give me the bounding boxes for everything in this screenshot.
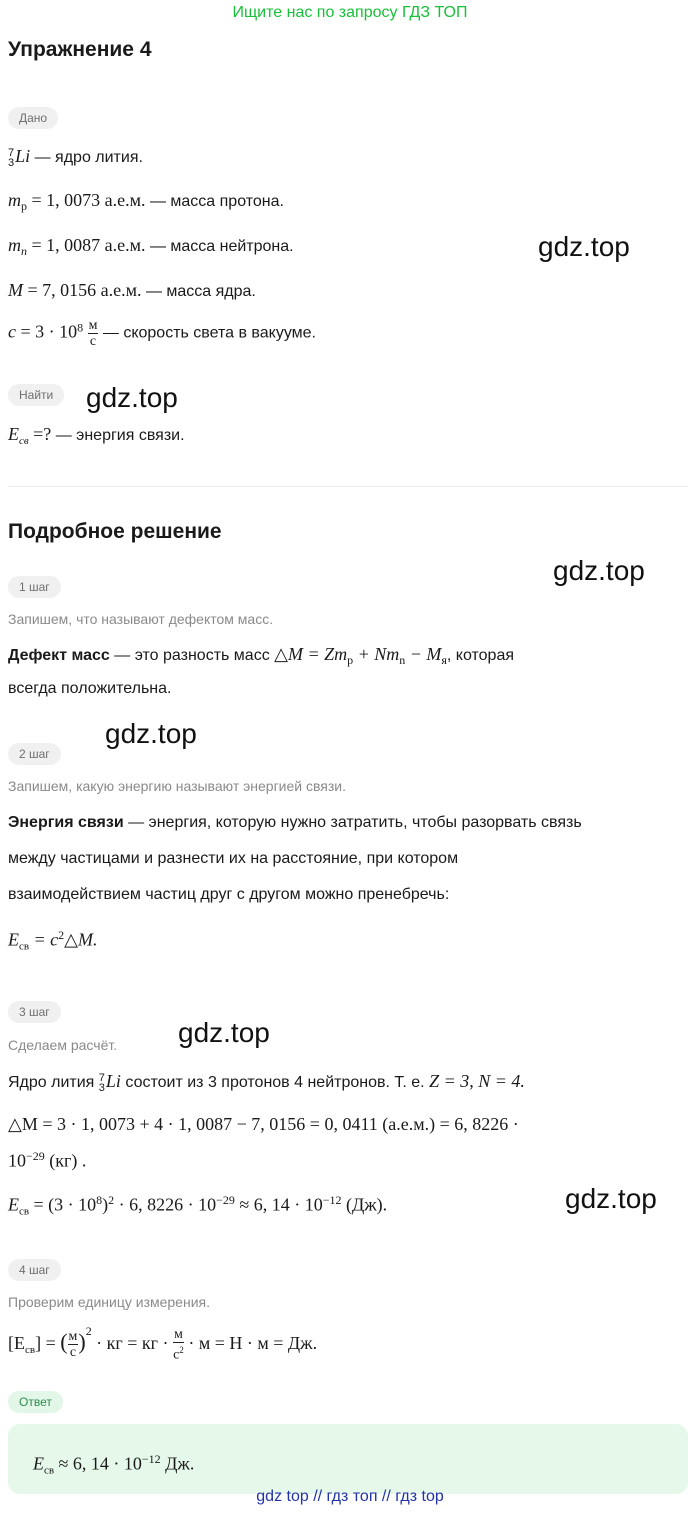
top-banner[interactable]: Ищите нас по запросу ГДЗ ТОП (232, 4, 468, 21)
step3-calc-line3: $E_{св} = (3 \cdot 10^8)^2 \cdot 6$, $8226 \cdot 10^{-29} \approx 6$, $14 \cdot 10^{-12}$ (Дж). (8, 1193, 388, 1218)
watermark: gdz.top (565, 1183, 657, 1214)
given-line-light-speed: $c = 3 \cdot 10^8$ $\frac{м}{с}$ — скорость света в вакууме. (8, 318, 316, 349)
given-line-neutron: $m_n = 1$, 0087 а.е.м. — масса нейтрона. (8, 235, 294, 259)
nuclide-indices: 7 3 (8, 146, 15, 169)
bottom-banner[interactable]: gdz top // гдз топ // гдз top (256, 1488, 444, 1505)
step2-label: 2 шаг (8, 743, 61, 765)
watermark: gdz.top (553, 555, 645, 586)
watermark: gdz.top (178, 1017, 270, 1048)
step1-label: 1 шаг (8, 576, 61, 598)
watermark: gdz.top (105, 718, 197, 749)
exercise-title: Упражнение 4 (8, 38, 152, 61)
nuclide-indices-2: 7 3 (98, 1071, 105, 1094)
watermark: gdz.top (538, 231, 630, 262)
given-badge (8, 107, 58, 129)
step2-badge (8, 743, 61, 765)
step3-badge (8, 1001, 61, 1023)
step4-hint: Проверим единицу измерения. (8, 1294, 210, 1310)
step2-definition-2: между частицами и разнести их на расстояние, при котором (8, 850, 459, 867)
step3-calc-line1: △M = 3 · 1, 0073 + 4 · 1, 0087 − 7, 0156 = 0, 0411 (а.е.м.) = 6, 8226 · (8, 1114, 519, 1134)
unit-fraction-ms: $\frac{м}{с}$ (68, 1329, 78, 1361)
step1-hint: Запишем, что называют дефектом масс. (8, 611, 274, 627)
given-line-lithium: 7 3 Li — ядро лития. (8, 146, 143, 169)
step2-hint: Запишем, какую энергию называют энергией связи. (8, 778, 346, 794)
step3-intro: Ядро лития 7 3 Li состоит из 3 протонов 4 нейтронов. Т. е. Z = 3, N = 4. (8, 1071, 525, 1094)
answer-label: Ответ (8, 1391, 63, 1413)
watermark: gdz.top (86, 382, 178, 413)
step4-label: 4 шаг (8, 1259, 61, 1281)
given-line-proton: $m_p = 1$, 0073 а.е.м. — масса протона. (8, 190, 284, 214)
step2-formula: $E_{св}$ = $c^2\triangle M$. (8, 928, 98, 953)
step1-definition: Дефект масс — это разность масс △M = $Zm_p + Nm_n - M_я$, которая (8, 644, 515, 668)
step3-label: 3 шаг (8, 1001, 61, 1023)
step2-definition-3: взаимодействием частиц друг с другом можно пренебречь: (8, 886, 450, 903)
step1-definition-cont: всегда положительна. (8, 680, 172, 697)
unit-fraction: $\frac{м}{с}$ (88, 318, 98, 349)
step1-badge (8, 576, 61, 598)
step3-hint: Сделаем расчёт. (8, 1037, 118, 1053)
answer-badge (8, 1391, 63, 1413)
step4-badge (8, 1259, 61, 1281)
section-divider (8, 486, 688, 487)
given-label: Дано (8, 107, 58, 129)
find-line: $E_{св}$ =? — энергия связи. (8, 424, 185, 448)
answer-value: $E_{св} \approx 6$, $14 \cdot 10^{-12}$ Дж. (33, 1452, 195, 1477)
step4-units: $[E_{св}]$ = ( $\frac{м}{с}$ )$^2$ · кг = кг · $\frac{м}{с^2}$ · м = Н · м = Дж. (8, 1324, 318, 1363)
step3-calc-line2: $10^{-29}$ (кг) . (8, 1149, 87, 1171)
solution-title: Подробное решение (8, 520, 222, 543)
unit-fraction-ms2: $\frac{м}{с^2}$ (173, 1326, 184, 1363)
step2-definition-1: Энергия связи — энергия, которую нужно затратить, чтобы разорвать связь (8, 814, 582, 831)
given-line-nucleus-mass: M = 7, 0156 а.е.м. — масса ядра. (8, 280, 256, 300)
find-label: Найти (8, 384, 64, 406)
find-badge (8, 384, 64, 406)
